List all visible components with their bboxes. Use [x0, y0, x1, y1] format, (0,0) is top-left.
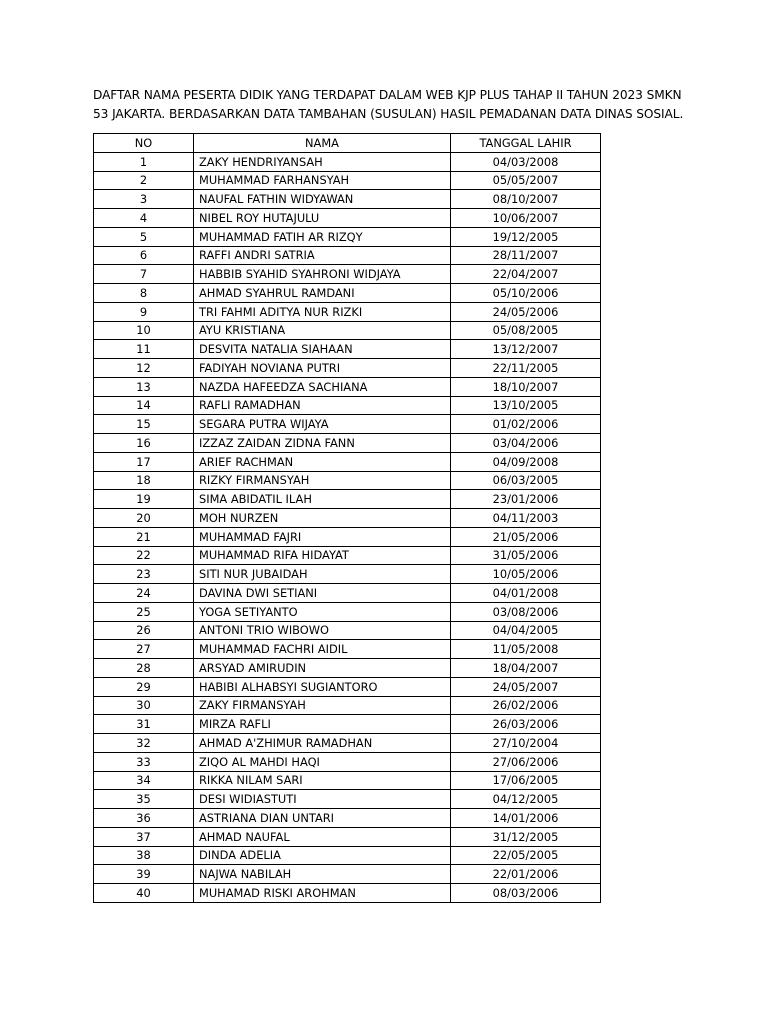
table-row: [94, 865, 601, 884]
cell-tanggal-lahir: 06/03/2005: [451, 471, 601, 490]
table-row: [94, 415, 601, 434]
cell-nama: MIRZA RAFLI: [194, 715, 451, 734]
table-row: [94, 302, 601, 321]
cell-tanggal-lahir: 04/11/2003: [451, 509, 601, 528]
cell-no: 25: [94, 602, 194, 621]
cell-tanggal-lahir: 31/05/2006: [451, 546, 601, 565]
cell-nama: MUHAMMAD FATIH AR RIZQY: [194, 227, 451, 246]
cell-nama: ASTRIANA DIAN UNTARI: [194, 809, 451, 828]
cell-no: 30: [94, 696, 194, 715]
cell-no: 6: [94, 246, 194, 265]
cell-nama: ZAKY FIRMANSYAH: [194, 696, 451, 715]
header-nama: NAMA: [194, 134, 451, 153]
cell-no: 32: [94, 734, 194, 753]
cell-nama: ARIEF RACHMAN: [194, 452, 451, 471]
cell-tanggal-lahir: 22/11/2005: [451, 359, 601, 378]
cell-nama: RIZKY FIRMANSYAH: [194, 471, 451, 490]
cell-no: 5: [94, 227, 194, 246]
cell-no: 36: [94, 809, 194, 828]
table-row: [94, 171, 601, 190]
cell-no: 10: [94, 321, 194, 340]
cell-nama: DESI WIDIASTUTI: [194, 790, 451, 809]
cell-nama: MUHAMMAD RIFA HIDAYAT: [194, 546, 451, 565]
table-row: [94, 715, 601, 734]
cell-tanggal-lahir: 08/03/2006: [451, 884, 601, 903]
cell-nama: YOGA SETIYANTO: [194, 602, 451, 621]
cell-tanggal-lahir: 10/05/2006: [451, 565, 601, 584]
table-row: [94, 696, 601, 715]
cell-nama: DESVITA NATALIA SIAHAAN: [194, 340, 451, 359]
cell-no: 35: [94, 790, 194, 809]
cell-no: 19: [94, 490, 194, 509]
cell-no: 12: [94, 359, 194, 378]
cell-tanggal-lahir: 18/10/2007: [451, 377, 601, 396]
cell-tanggal-lahir: 22/04/2007: [451, 265, 601, 284]
cell-nama: ZIQO AL MAHDI HAQI: [194, 752, 451, 771]
cell-nama: NIBEL ROY HUTAJULU: [194, 209, 451, 228]
cell-no: 15: [94, 415, 194, 434]
cell-no: 26: [94, 621, 194, 640]
cell-nama: TRI FAHMI ADITYA NUR RIZKI: [194, 302, 451, 321]
document-title: [93, 86, 684, 124]
cell-no: 40: [94, 884, 194, 903]
table-row: [94, 284, 601, 303]
table-row: [94, 659, 601, 678]
cell-tanggal-lahir: 05/10/2006: [451, 284, 601, 303]
cell-nama: FADIYAH NOVIANA PUTRI: [194, 359, 451, 378]
cell-no: 38: [94, 846, 194, 865]
cell-no: 34: [94, 771, 194, 790]
cell-no: 18: [94, 471, 194, 490]
table-row: [94, 640, 601, 659]
cell-tanggal-lahir: 11/05/2008: [451, 640, 601, 659]
cell-tanggal-lahir: 18/04/2007: [451, 659, 601, 678]
cell-nama: MUHAMMAD FAJRI: [194, 527, 451, 546]
cell-tanggal-lahir: 01/02/2006: [451, 415, 601, 434]
cell-no: 20: [94, 509, 194, 528]
cell-nama: NAZDA HAFEEDZA SACHIANA: [194, 377, 451, 396]
cell-no: 31: [94, 715, 194, 734]
table-row: [94, 452, 601, 471]
table-row: [94, 546, 601, 565]
cell-tanggal-lahir: 13/12/2007: [451, 340, 601, 359]
cell-nama: NAJWA NABILAH: [194, 865, 451, 884]
cell-tanggal-lahir: 22/05/2005: [451, 846, 601, 865]
table-row: [94, 602, 601, 621]
cell-tanggal-lahir: 04/09/2008: [451, 452, 601, 471]
cell-nama: AHMAD SYAHRUL RAMDANI: [194, 284, 451, 303]
cell-no: 33: [94, 752, 194, 771]
cell-nama: RIKKA NILAM SARI: [194, 771, 451, 790]
cell-tanggal-lahir: 08/10/2007: [451, 190, 601, 209]
table-row: [94, 190, 601, 209]
cell-no: 27: [94, 640, 194, 659]
cell-nama: DAVINA DWI SETIANI: [194, 584, 451, 603]
cell-nama: MUHAMAD RISKI AROHMAN: [194, 884, 451, 903]
table-row: [94, 152, 601, 171]
cell-tanggal-lahir: 04/03/2008: [451, 152, 601, 171]
cell-no: 3: [94, 190, 194, 209]
cell-no: 9: [94, 302, 194, 321]
table-row: [94, 584, 601, 603]
cell-tanggal-lahir: 26/03/2006: [451, 715, 601, 734]
cell-tanggal-lahir: 22/01/2006: [451, 865, 601, 884]
cell-no: 24: [94, 584, 194, 603]
cell-no: 11: [94, 340, 194, 359]
cell-tanggal-lahir: 28/11/2007: [451, 246, 601, 265]
header-no: NO: [94, 134, 194, 153]
cell-tanggal-lahir: 21/05/2006: [451, 527, 601, 546]
cell-tanggal-lahir: 14/01/2006: [451, 809, 601, 828]
cell-tanggal-lahir: 03/04/2006: [451, 434, 601, 453]
cell-no: 21: [94, 527, 194, 546]
cell-tanggal-lahir: 26/02/2006: [451, 696, 601, 715]
cell-no: 4: [94, 209, 194, 228]
table-row: [94, 771, 601, 790]
cell-nama: DINDA ADELIA: [194, 846, 451, 865]
cell-nama: RAFLI RAMADHAN: [194, 396, 451, 415]
cell-nama: ARSYAD AMIRUDIN: [194, 659, 451, 678]
cell-tanggal-lahir: 04/12/2005: [451, 790, 601, 809]
table-row: [94, 321, 601, 340]
cell-nama: NAUFAL FATHIN WIDYAWAN: [194, 190, 451, 209]
table-row: [94, 527, 601, 546]
cell-no: 13: [94, 377, 194, 396]
cell-tanggal-lahir: 05/05/2007: [451, 171, 601, 190]
header-tanggal-lahir: TANGGAL LAHIR: [451, 134, 601, 153]
document-title-line-2: 53 JAKARTA. BERDASARKAN DATA TAMBAHAN (SUSULAN) HASIL PEMADANAN DATA DINAS SOSIAL.: [93, 107, 684, 121]
cell-nama: HABIBI ALHABSYI SUGIANTORO: [194, 677, 451, 696]
cell-nama: AYU KRISTIANA: [194, 321, 451, 340]
table-row: [94, 471, 601, 490]
cell-tanggal-lahir: 24/05/2007: [451, 677, 601, 696]
table-row: [94, 677, 601, 696]
table-row: [94, 359, 601, 378]
cell-nama: IZZAZ ZAIDAN ZIDNA FANN: [194, 434, 451, 453]
cell-nama: SIMA ABIDATIL ILAH: [194, 490, 451, 509]
table-row: [94, 884, 601, 903]
document-title-line-1: DAFTAR NAMA PESERTA DIDIK YANG TERDAPAT DALAM WEB KJP PLUS TAHAP II TAHUN 2023 SMKN: [93, 88, 682, 102]
cell-no: 2: [94, 171, 194, 190]
cell-nama: HABBIB SYAHID SYAHRONI WIDJAYA: [194, 265, 451, 284]
cell-nama: ZAKY HENDRIYANSAH: [194, 152, 451, 171]
table-row: [94, 621, 601, 640]
cell-tanggal-lahir: 10/06/2007: [451, 209, 601, 228]
cell-no: 1: [94, 152, 194, 171]
cell-tanggal-lahir: 27/06/2006: [451, 752, 601, 771]
cell-nama: ANTONI TRIO WIBOWO: [194, 621, 451, 640]
cell-no: 22: [94, 546, 194, 565]
table-row: [94, 565, 601, 584]
cell-no: 8: [94, 284, 194, 303]
cell-no: 23: [94, 565, 194, 584]
table-row: [94, 752, 601, 771]
cell-tanggal-lahir: 17/06/2005: [451, 771, 601, 790]
cell-tanggal-lahir: 03/08/2006: [451, 602, 601, 621]
cell-tanggal-lahir: 13/10/2005: [451, 396, 601, 415]
cell-no: 37: [94, 827, 194, 846]
table-row: [94, 790, 601, 809]
cell-no: 17: [94, 452, 194, 471]
cell-nama: SEGARA PUTRA WIJAYA: [194, 415, 451, 434]
cell-nama: MUHAMMAD FACHRI AIDIL: [194, 640, 451, 659]
cell-tanggal-lahir: 27/10/2004: [451, 734, 601, 753]
cell-tanggal-lahir: 24/05/2006: [451, 302, 601, 321]
table-row: [94, 227, 601, 246]
cell-tanggal-lahir: 19/12/2005: [451, 227, 601, 246]
cell-tanggal-lahir: 04/01/2008: [451, 584, 601, 603]
table-body: [94, 152, 601, 902]
cell-tanggal-lahir: 05/08/2005: [451, 321, 601, 340]
table-row: [94, 377, 601, 396]
cell-tanggal-lahir: 31/12/2005: [451, 827, 601, 846]
table-row: [94, 434, 601, 453]
cell-nama: AHMAD A'ZHIMUR RAMADHAN: [194, 734, 451, 753]
table-header-row: [94, 134, 601, 153]
cell-no: 7: [94, 265, 194, 284]
table-row: [94, 734, 601, 753]
cell-no: 16: [94, 434, 194, 453]
table-row: [94, 265, 601, 284]
cell-nama: MOH NURZEN: [194, 509, 451, 528]
table-row: [94, 809, 601, 828]
cell-nama: AHMAD NAUFAL: [194, 827, 451, 846]
table-row: [94, 846, 601, 865]
table-row: [94, 340, 601, 359]
table-row: [94, 209, 601, 228]
cell-nama: RAFFI ANDRI SATRIA: [194, 246, 451, 265]
cell-no: 14: [94, 396, 194, 415]
cell-no: 29: [94, 677, 194, 696]
table-row: [94, 246, 601, 265]
table-row: [94, 490, 601, 509]
table-row: [94, 509, 601, 528]
cell-nama: SITI NUR JUBAIDAH: [194, 565, 451, 584]
cell-nama: MUHAMMAD FARHANSYAH: [194, 171, 451, 190]
table-row: [94, 396, 601, 415]
cell-tanggal-lahir: 23/01/2006: [451, 490, 601, 509]
cell-no: 39: [94, 865, 194, 884]
cell-tanggal-lahir: 04/04/2005: [451, 621, 601, 640]
student-table: [93, 133, 601, 903]
table-row: [94, 827, 601, 846]
cell-no: 28: [94, 659, 194, 678]
